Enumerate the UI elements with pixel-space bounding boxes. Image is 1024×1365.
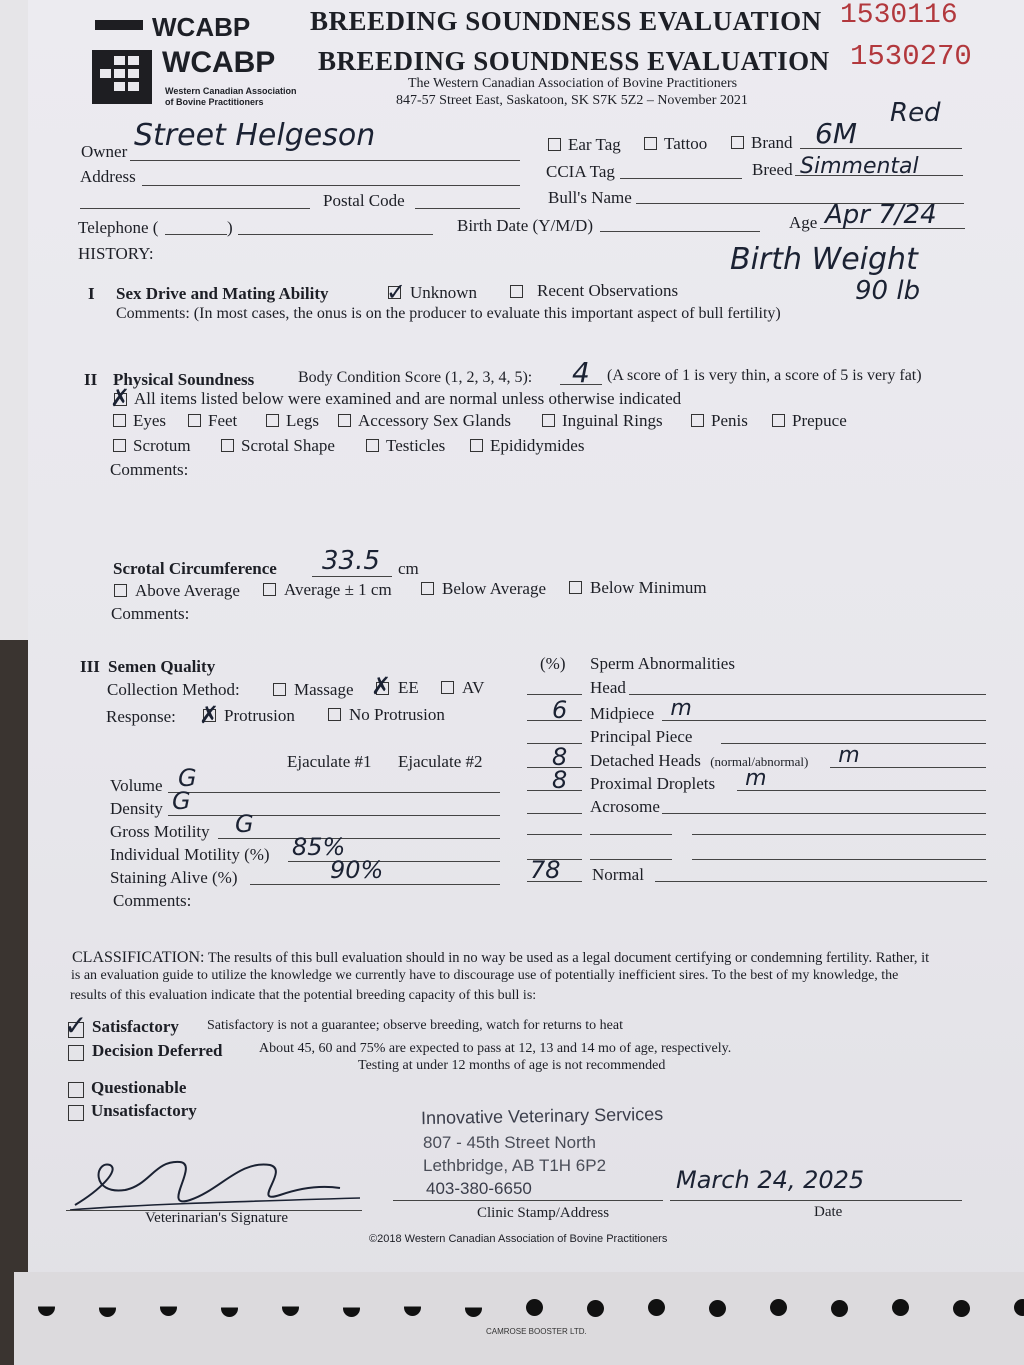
questionable-label: Questionable [91, 1078, 187, 1097]
perforation-hole [221, 1300, 238, 1317]
owner-label: Owner [81, 142, 128, 161]
testicles-checkbox[interactable] [366, 439, 379, 452]
deferred-label: Decision Deferred [92, 1041, 223, 1060]
accessory-sex-glands-checkbox[interactable] [338, 414, 351, 427]
perforation-hole [38, 1299, 55, 1316]
scrotal-shape-checkbox[interactable] [221, 439, 234, 452]
proximal-droplets-line [737, 790, 986, 791]
perforation-hole [587, 1300, 604, 1317]
volume-label: Volume [110, 776, 163, 795]
penis-label: Penis [711, 411, 748, 430]
ear-tag-label: Ear Tag [568, 135, 621, 154]
section2-title: Physical Soundness [113, 370, 255, 389]
owner-value: Street Helgeson [134, 118, 376, 153]
classification-text-1: CLASSIFICATION: The results of this bull evaluation should in no way be used as a legal document certifying or condemning fertility. Rather, it [72, 949, 930, 966]
perforation-hole [892, 1299, 909, 1316]
normal-pct: 78 [530, 856, 561, 884]
behind-title: BREEDING SOUNDNESS EVALUATION [310, 6, 822, 36]
staining-alive-label: Staining Alive (%) [110, 868, 238, 887]
av-checkbox[interactable] [441, 681, 454, 694]
stamp-line-2: 807 - 45th Street North [423, 1133, 596, 1152]
all-items-check-mark: ✗ [110, 384, 131, 412]
perforated-stub [14, 1272, 1024, 1365]
postal-label: Postal Code [323, 191, 405, 210]
bcs-value: 4 [572, 356, 590, 389]
telephone-label: Telephone ( [78, 218, 159, 237]
deferred-checkbox[interactable] [68, 1045, 84, 1061]
breed-value: Simmental [800, 154, 919, 179]
feet-checkbox[interactable] [188, 414, 201, 427]
sc-value: 33.5 [322, 546, 380, 576]
blank-note-line-1 [692, 834, 986, 835]
volume-line [168, 792, 500, 793]
below-minimum-checkbox[interactable] [569, 581, 582, 594]
classification-text-3: results of this evaluation indicate that the potential breeding capacity of this bull is: [70, 988, 537, 1003]
org-full-1: Western Canadian Association [165, 86, 297, 96]
sc-label: Scrotal Circumference [113, 559, 277, 578]
date-value: March 24, 2025 [676, 1166, 865, 1194]
section3-numeral: III [80, 657, 100, 676]
head-line [629, 694, 986, 695]
stamp-line-3: Lethbridge, AB T1H 6P2 [423, 1156, 607, 1175]
ee-check-mark: ✗ [371, 672, 392, 700]
density-value: G [172, 787, 191, 815]
protrusion-check-mark: ✗ [199, 701, 220, 729]
section3-comments-label: Comments: [113, 891, 192, 910]
staining-alive-line [250, 884, 500, 885]
ejaculate-2-header: Ejaculate #2 [398, 752, 483, 771]
perforation-hole [343, 1300, 360, 1317]
recent-obs-checkbox[interactable] [510, 285, 523, 298]
age-value: Apr 7/24 [825, 200, 937, 230]
perforation-hole [526, 1299, 543, 1316]
back-sheet [0, 0, 30, 640]
perforation-hole [1014, 1299, 1024, 1316]
midpiece-note: m [670, 696, 692, 721]
birth-weight-value: 90 lb [855, 276, 921, 306]
gross-motility-label: Gross Motility [110, 822, 210, 841]
volume-value: G [178, 764, 197, 792]
behind-org: WCABP [152, 12, 251, 42]
blank-pct-line-1 [527, 834, 582, 835]
perforation-hole [953, 1300, 970, 1317]
detached-heads-label-small: (normal/abnormal) [710, 754, 809, 769]
above-average-label: Above Average [135, 581, 240, 600]
testicles-label: Testicles [386, 436, 446, 455]
satisfactory-check-mark: ✓ [64, 1009, 88, 1042]
unknown-check-mark: ✓ [386, 278, 407, 306]
density-label: Density [110, 799, 163, 818]
scrotum-checkbox[interactable] [113, 439, 126, 452]
section1-title: Sex Drive and Mating Ability [116, 284, 329, 303]
response-label: Response: [106, 707, 176, 726]
recent-obs-label: Recent Observations [537, 281, 679, 300]
satisfactory-note: Satisfactory is not a guarantee; observe breeding, watch for returns to heat [207, 1018, 623, 1033]
midpiece-pct: 6 [552, 696, 568, 724]
bcs-note: (A score of 1 is very thin, a score of 5 is very fat) [607, 367, 922, 384]
legs-label: Legs [286, 411, 320, 430]
protrusion-label: Protrusion [224, 706, 295, 725]
section2-numeral: II [84, 370, 98, 389]
prepuce-checkbox[interactable] [772, 414, 785, 427]
birth-date-label: Birth Date (Y/M/D) [457, 216, 593, 235]
gross-motility-value: G [235, 810, 254, 838]
no-protrusion-label: No Protrusion [349, 705, 445, 724]
org-address: 847-57 Street East, Saskatoon, SK S7K 5Z2 – November 2021 [396, 93, 748, 108]
detached-heads-note: m [838, 743, 860, 768]
below-average-checkbox[interactable] [421, 582, 434, 595]
perforation-hole [465, 1300, 482, 1317]
form-title: BREEDING SOUNDNESS EVALUATION [318, 46, 830, 76]
questionable-checkbox[interactable] [68, 1082, 84, 1098]
perforation-hole [709, 1300, 726, 1317]
individual-motility-line [288, 861, 500, 862]
section3-title: Semen Quality [108, 657, 216, 676]
gross-motility-line [218, 838, 500, 839]
section1-numeral: I [88, 284, 95, 303]
org-subtitle: The Western Canadian Association of Bovine Practitioners [408, 76, 738, 91]
scrotal-shape-label: Scrotal Shape [241, 436, 335, 455]
eyes-checkbox[interactable] [113, 414, 126, 427]
inguinal-rings-label: Inguinal Rings [562, 411, 663, 430]
unsatisfactory-checkbox[interactable] [68, 1105, 84, 1121]
sc-unit: cm [398, 559, 419, 578]
massage-label: Massage [294, 680, 354, 699]
blank-abn-line-2 [590, 859, 672, 860]
stamp-line-4: 403-380-6650 [426, 1179, 532, 1198]
average-1-cm-label: Average ± 1 cm [284, 580, 392, 599]
epididymides-label: Epididymides [490, 436, 585, 455]
perforation-hole [831, 1300, 848, 1317]
acrosome-pct-line [527, 813, 582, 814]
age-label: Age [789, 213, 818, 232]
acrosome-label: Acrosome [590, 797, 660, 816]
perforation-hole [160, 1299, 177, 1316]
head-pct-line [527, 694, 582, 695]
ee-label: EE [398, 678, 419, 697]
ejaculate-1-header: Ejaculate #1 [287, 752, 372, 771]
individual-motility-label: Individual Motility (%) [110, 845, 270, 864]
tattoo-checkbox[interactable] [644, 137, 657, 150]
scrotum-label: Scrotum [133, 436, 191, 455]
midpiece-label: Midpiece [590, 704, 655, 723]
proximal-droplets-label: Proximal Droplets [590, 774, 716, 793]
normal-label: Normal [592, 865, 644, 884]
unsatisfactory-label: Unsatisfactory [91, 1101, 197, 1120]
stamp-label: Clinic Stamp/Address [477, 1205, 610, 1221]
brand-checkbox[interactable] [731, 136, 744, 149]
unknown-label: Unknown [410, 283, 478, 302]
detached-heads-label: Detached Heads [590, 751, 701, 770]
breed-label: Breed [752, 160, 793, 179]
average-1-cm-checkbox[interactable] [263, 583, 276, 596]
detached-heads-pct: 8 [552, 743, 568, 771]
acrosome-line [662, 813, 986, 814]
bull-name-label: Bull's Name [548, 188, 632, 207]
head-label: Head [590, 678, 626, 697]
ear-tag-checkbox[interactable] [548, 138, 561, 151]
perforation-hole [648, 1299, 665, 1316]
brand-label: Brand [751, 133, 793, 152]
signature-label: Veterinarian's Signature [145, 1210, 289, 1226]
deferred-note: About 45, 60 and 75% are expected to pass at 12, 13 and 14 mo of age, respectively. [259, 1041, 732, 1056]
tattoo-label: Tattoo [664, 134, 708, 153]
accessory-sex-glands-label: Accessory Sex Glands [358, 411, 511, 430]
section2-comments-label: Comments: [110, 460, 189, 479]
prepuce-label: Prepuce [792, 411, 847, 430]
wcabp-logo-icon [92, 50, 152, 104]
blank-abn-line-1 [590, 834, 672, 835]
blank-note-line-2 [692, 859, 986, 860]
ccia-label: CCIA Tag [546, 162, 615, 181]
bcs-label: Body Condition Score (1, 2, 3, 4, 5): [298, 369, 533, 386]
history-label: HISTORY: [78, 244, 154, 263]
av-label: AV [462, 678, 485, 697]
perforation-hole [99, 1300, 116, 1317]
massage-checkbox[interactable] [273, 683, 286, 696]
proximal-droplets-note: m [745, 766, 767, 791]
perforation-hole [404, 1299, 421, 1316]
perforation-hole [770, 1299, 787, 1316]
brand-value: 6M [815, 117, 857, 150]
classification-text-2: is an evaluation guide to utilize the knowledge we currently have to discourage use of potentially inefficient sires. To the best of my knowledge, the [71, 968, 899, 983]
org-name: WCABP [162, 46, 276, 79]
behind-number: 1530116 [840, 0, 958, 31]
principal-piece-label: Principal Piece [590, 727, 693, 746]
stamp-line-1: Innovative Veterinary Services [420, 1103, 664, 1129]
copyright: ©2018 Western Canadian Association of Bovine Practitioners [369, 1233, 668, 1245]
all-items-label: All items listed below were examined and are normal unless otherwise indicated [134, 389, 682, 408]
penis-checkbox[interactable] [691, 414, 704, 427]
org-full-2: of Bovine Practitioners [165, 97, 264, 107]
collection-label: Collection Method: [107, 680, 240, 699]
eyes-label: Eyes [133, 411, 167, 430]
sc-comments-label: Comments: [111, 604, 190, 623]
deferred-note-2: Testing at under 12 months of age is not recommended [358, 1058, 666, 1073]
pct-header: (%) [540, 654, 566, 673]
density-line [168, 815, 500, 816]
date-label: Date [814, 1204, 843, 1220]
staining-alive-value: 90% [330, 856, 384, 884]
individual-motility-value: 85% [292, 833, 346, 861]
section1-comments: Comments: (In most cases, the onus is on the producer to evaluate this important aspect of bull fertility) [116, 305, 781, 322]
abn-header: Sperm Abnormalities [590, 654, 735, 673]
perforation-hole [282, 1299, 299, 1316]
proximal-droplets-pct: 8 [552, 766, 568, 794]
no-protrusion-checkbox[interactable] [328, 708, 341, 721]
midpiece-line [662, 720, 986, 721]
address-label: Address [80, 167, 136, 186]
color-value: Red [890, 98, 941, 128]
telephone-close: ) [227, 218, 233, 237]
below-minimum-label: Below Minimum [590, 578, 707, 597]
satisfactory-label: Satisfactory [92, 1017, 179, 1036]
legs-checkbox[interactable] [266, 414, 279, 427]
inguinal-rings-checkbox[interactable] [542, 414, 555, 427]
below-average-label: Below Average [442, 579, 547, 598]
epididymides-checkbox[interactable] [470, 439, 483, 452]
form-number: 1530270 [850, 40, 972, 73]
birth-weight-note: Birth Weight [730, 242, 918, 277]
behind-logo [95, 20, 143, 30]
printer-name: CAMROSE BOOSTER LTD. [486, 1327, 587, 1336]
feet-label: Feet [208, 411, 238, 430]
above-average-checkbox[interactable] [114, 584, 127, 597]
